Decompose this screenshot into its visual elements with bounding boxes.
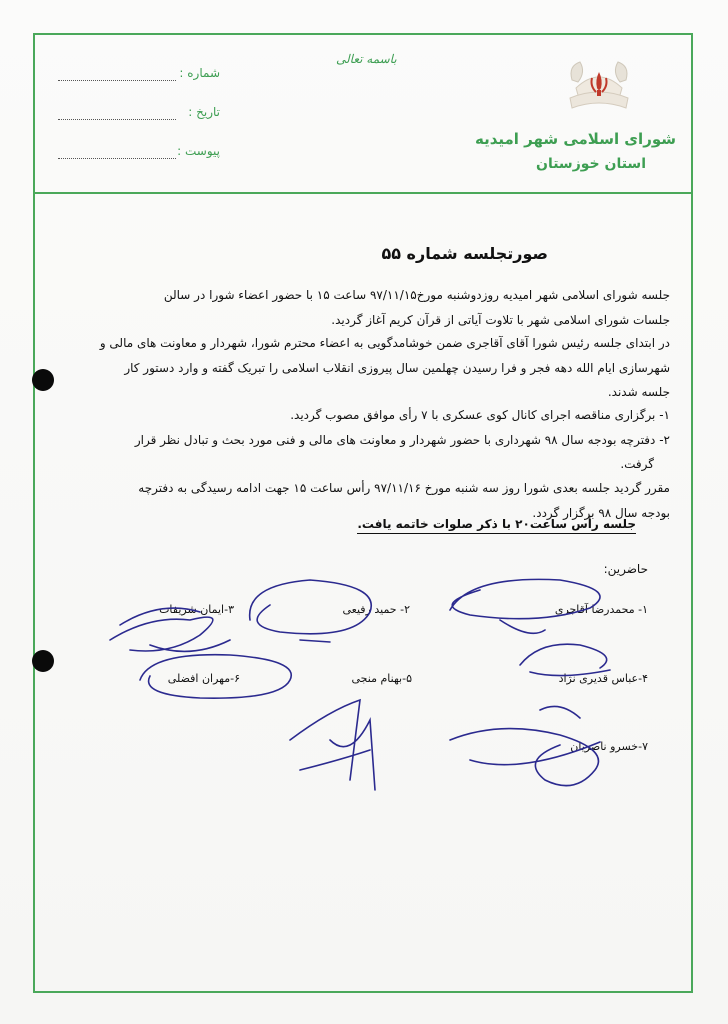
date-field <box>58 105 220 123</box>
agenda-item: ۱- برگزاری مناقصه اجرای کانال کوی عسکری با ۷ رأی موافق مصوب گردید. <box>290 408 670 422</box>
council-name: شورای اسلامی شهر امیدیه <box>474 130 676 148</box>
next-meeting-line: بودجه سال ۹۸ برگزار گردد. <box>532 505 670 520</box>
opening-line: شهرسازی ایام الله دهه فجر و فرا رسیدن چهلمین سال پیروزی انقلاب اسلامی را تبریک گفته و وارد دستور کار <box>124 360 670 375</box>
attendee-2: ۲- حمید رفیعی <box>342 603 410 616</box>
number-dotted-line <box>58 80 176 81</box>
attendee-4: ۴-عباس قدیری نژاد <box>558 672 648 685</box>
attachment-dotted-line <box>58 158 176 159</box>
attachment-field <box>58 144 220 162</box>
attachment-label: پیوست : <box>177 144 220 158</box>
number-label: شماره : <box>179 66 220 80</box>
province-name: استان خوزستان <box>536 156 646 172</box>
attendee-6: ۶-مهران افضلی <box>167 672 240 685</box>
date-label: تاریخ : <box>188 105 220 119</box>
date-dotted-line <box>58 119 176 120</box>
minutes-title: صورتجلسه شماره ۵۵ <box>381 244 548 263</box>
opening-paragraph <box>48 331 670 405</box>
number-field <box>58 66 220 84</box>
closing-statement: جلسه رأس ساعت۲۰ با ذکر صلوات خاتمه یافت. <box>357 517 636 534</box>
agenda-item: ۲- دفترچه بودجه سال ۹۸ شهرداری با حضور شهردار و معاونت های مالی و فنی مورد بحث و تبادل نظر قرار <box>134 432 670 447</box>
opening-line: جلسه شدند. <box>607 385 670 399</box>
header-divider <box>33 192 693 194</box>
attendee-3: ۳-ایمان شریفات <box>159 603 234 616</box>
intro-paragraph <box>48 283 670 332</box>
punch-hole <box>32 369 54 391</box>
attendee-5: ۵-بهنام منجی <box>351 672 412 685</box>
next-meeting-line: مقرر گردید جلسه بعدی شورا روز سه شنبه مورخ ۹۷/۱۱/۱۶ رأس ساعت ۱۵ جهت ادامه رسیدگی به دفترچه <box>138 481 670 495</box>
bismillah-heading: باسمه تعالی <box>336 52 397 66</box>
opening-line: در ابتدای جلسه رئیس شورا آقای آقاجری ضمن خوشامدگویی به اعضاء محترم شورا، شهردار و معاونت های مالی و <box>99 336 670 350</box>
agenda-item-continuation: گرفت. <box>620 457 654 471</box>
intro-line: جلسه شورای اسلامی شهر امیدیه روزدوشنبه مورخ۹۷/۱۱/۱۵ ساعت ۱۵ با حضور اعضاء شورا در سالن <box>163 288 670 302</box>
iran-emblem-icon <box>566 58 632 114</box>
punch-hole <box>32 650 54 672</box>
attendee-7: ۷-خسرو ناصریان <box>570 740 648 753</box>
agenda-items <box>48 403 670 477</box>
attendee-1: ۱- محمدرضا آقاجری <box>554 603 648 616</box>
attendees-label: حاضرین: <box>603 562 648 576</box>
intro-line: جلسات شورای اسلامی شهر با تلاوت آیاتی از قرآن کریم آغاز گردید. <box>331 312 670 327</box>
